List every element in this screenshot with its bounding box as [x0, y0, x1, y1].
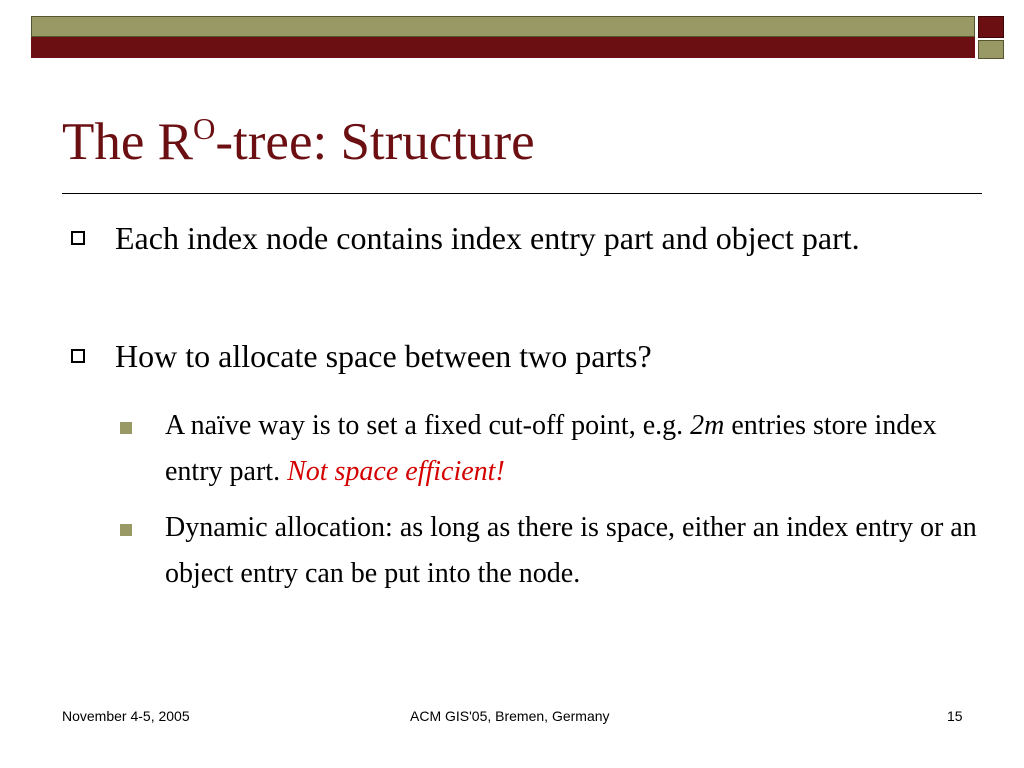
slide-title: [62, 111, 535, 171]
sub-bullet-text: [165, 403, 980, 495]
title-prefix: The R: [62, 113, 193, 171]
header-bar-olive: [31, 16, 975, 37]
filled-square-bullet-icon: [120, 524, 132, 536]
bullet-text: How to allocate space between two parts?: [115, 338, 652, 374]
footer-venue: ACM GIS'05, Bremen, Germany: [410, 708, 610, 724]
header-bar-maroon: [31, 37, 975, 58]
sub-bullet-red-emphasis: Not space efficient!: [287, 456, 505, 487]
hollow-square-bullet-icon: [71, 231, 85, 245]
header-square-maroon: [978, 16, 1004, 38]
sub-bullet-text-before: A naïve way is to set a fixed cut-off point, e.g.: [165, 410, 691, 441]
footer-date: November 4-5, 2005: [62, 708, 190, 724]
sub-bullet-item: [110, 514, 980, 597]
title-superscript: O: [193, 111, 216, 146]
header-square-olive: [978, 40, 1004, 59]
title-divider: [62, 193, 982, 194]
footer-page-number: 15: [947, 708, 963, 724]
hollow-square-bullet-icon: [71, 349, 85, 363]
title-suffix: -tree: Structure: [215, 113, 535, 171]
sub-bullet-text-after: entries store index entry part.: [165, 410, 937, 487]
filled-square-bullet-icon: [120, 422, 132, 434]
bullet-item: [62, 221, 982, 265]
sub-bullet-italic-term: 2m: [690, 410, 725, 441]
sub-bullet-text: Dynamic allocation: as long as there is space, either an index entry or an object entry can be put into the node.: [165, 512, 977, 589]
bullet-item: [62, 339, 982, 383]
sub-bullet-item: [110, 412, 980, 495]
bullet-text: Each index node contains index entry part and object part.: [115, 220, 860, 256]
